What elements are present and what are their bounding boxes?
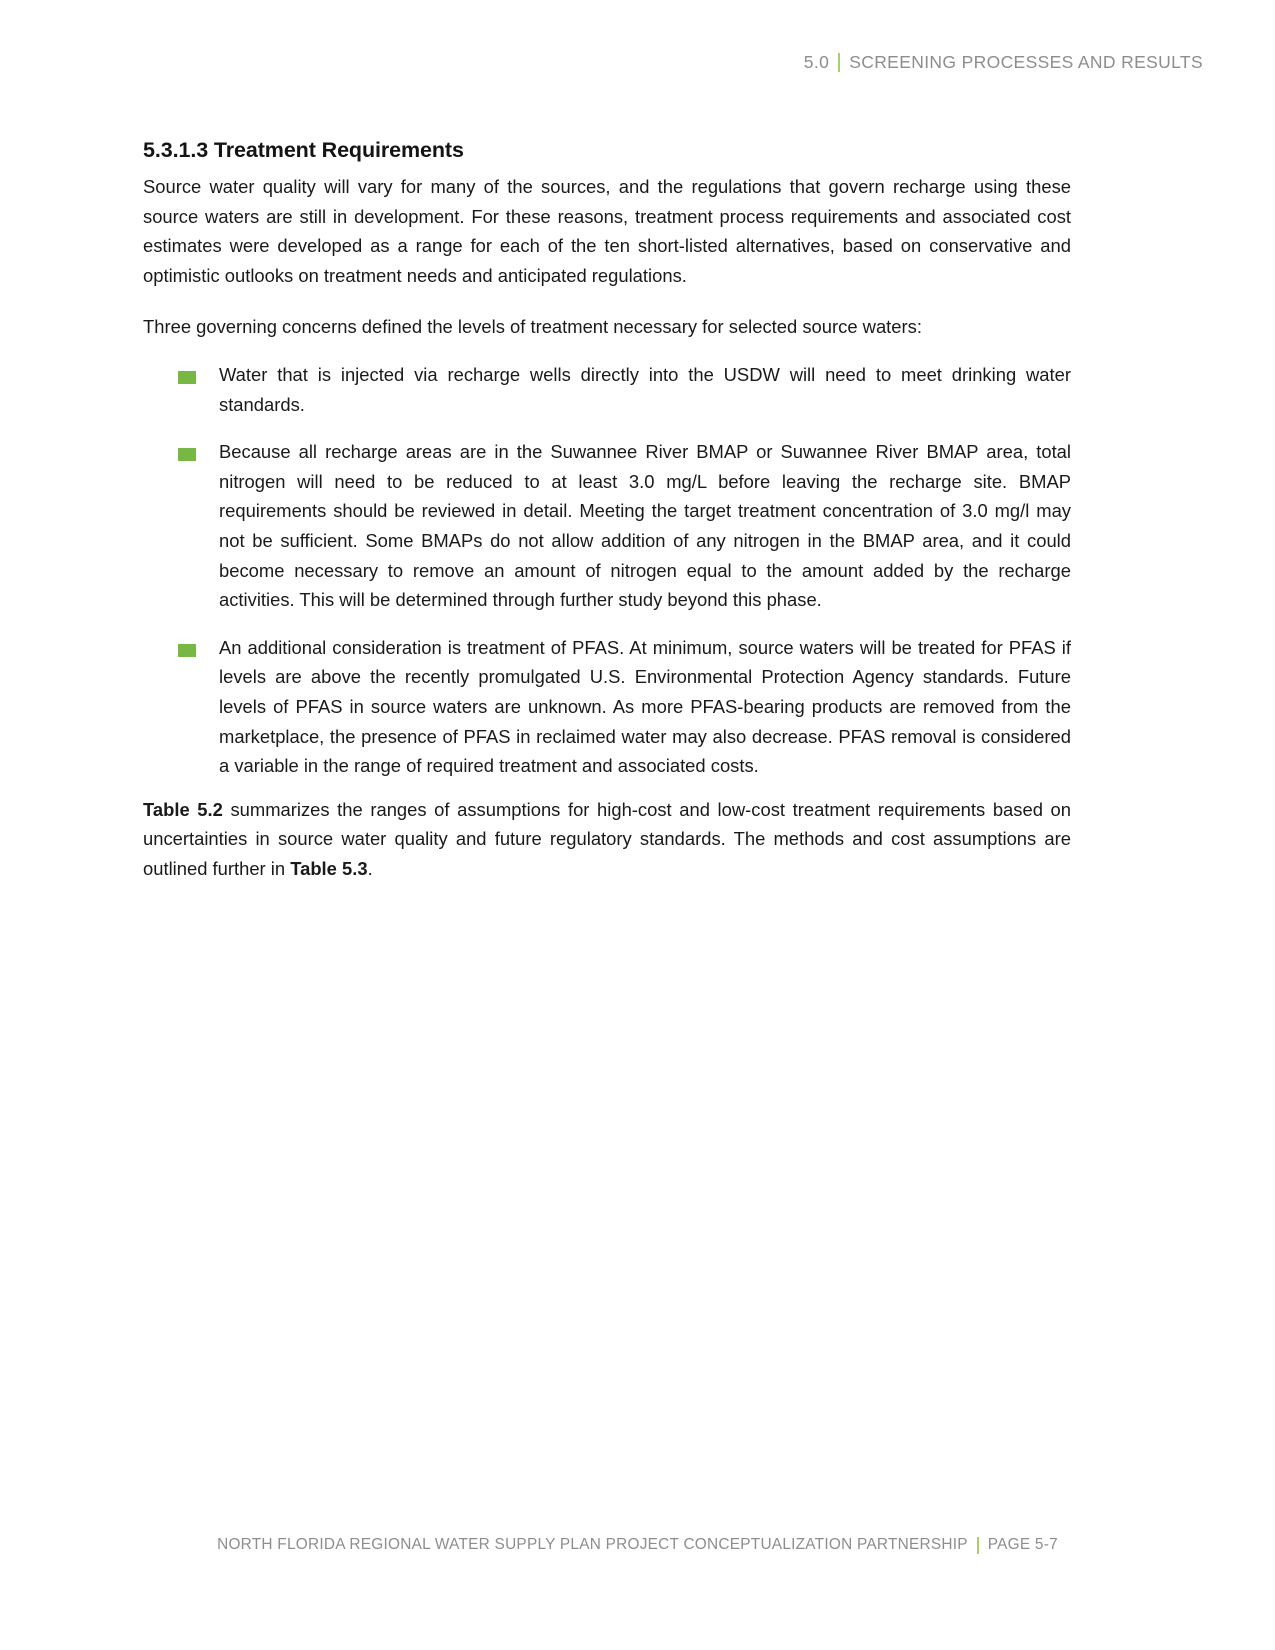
list-item-text: Water that is injected via recharge wells directly into the USDW will need to meet drinking water standards. xyxy=(219,363,1071,415)
running-footer xyxy=(0,1536,1275,1554)
list-item-text: Because all recharge areas are in the Suwannee River BMAP or Suwannee River BMAP area, total nitrogen will need to be reduced to at least 3.0 mg/L before leaving the recharge site. BMAP requirements should be reviewed in detail. Meeting the target treatment concentration of 3.0 mg/l may not be sufficient. Some BMAPs do not allow addition of any nitrogen in the BMAP area, and it could become necessary to remove an amount of nitrogen equal to the amount added by the recharge activities. This will be determined through further study beyond this phase. xyxy=(219,441,1071,611)
closing-paragraph-period: . xyxy=(367,857,373,879)
list-item xyxy=(143,360,1071,419)
green-square-bullet-icon xyxy=(178,644,196,657)
header-section-number: 5.0 xyxy=(803,52,830,72)
footer-divider-rule xyxy=(977,1537,979,1554)
table-reference-5-3: Table 5.3 xyxy=(290,857,368,879)
green-square-bullet-icon xyxy=(178,448,196,461)
list-item xyxy=(143,633,1071,781)
closing-paragraph xyxy=(143,795,1071,884)
intro-paragraph: Source water quality will vary for many of the sources, and the regulations that govern recharge using these source waters are still in development. For these reasons, treatment process requirements and associated cost estimates were developed as a range for each of the ten short-listed alternatives, based on conservative and optimistic outlooks on treatment needs and anticipated regulations. xyxy=(143,176,1071,286)
closing-paragraph-text: summarizes the ranges of assumptions for high-cost and low-cost treatment requirements based on uncertainties in source water quality and future regulatory standards. The methods and cost assumptions are outlined further in xyxy=(143,798,1071,879)
page-content xyxy=(143,138,1071,883)
header-divider-rule xyxy=(838,53,840,72)
running-header xyxy=(804,52,1203,73)
list-item-text: An additional consideration is treatment of PFAS. At minimum, source waters will be treated for PFAS if levels are above the recently promulgated U.S. Environmental Protection Agency standards. Future levels of PFAS in source waters are unknown. As more PFAS-bearing products are removed from the marketplace, the presence of PFAS in reclaimed water may also decrease. PFAS removal is considered a variable in the range of required treatment and associated costs. xyxy=(219,636,1071,777)
header-section-title: SCREENING PROCESSES AND RESULTS xyxy=(849,52,1203,72)
lead-in-paragraph: Three governing concerns defined the levels of treatment necessary for selected source waters: xyxy=(143,316,922,338)
governing-concerns-list xyxy=(143,360,1071,781)
green-square-bullet-icon xyxy=(178,371,196,384)
list-item xyxy=(143,437,1071,615)
footer-organization: NORTH FLORIDA REGIONAL WATER SUPPLY PLAN PROJECT CONCEPTUALIZATION PARTNERSHIP xyxy=(217,1536,968,1553)
table-reference-5-2: Table 5.2 xyxy=(143,798,223,820)
page-title: 5.3.1.3 Treatment Requirements xyxy=(143,138,464,162)
footer-page-number: PAGE 5-7 xyxy=(987,1536,1058,1553)
